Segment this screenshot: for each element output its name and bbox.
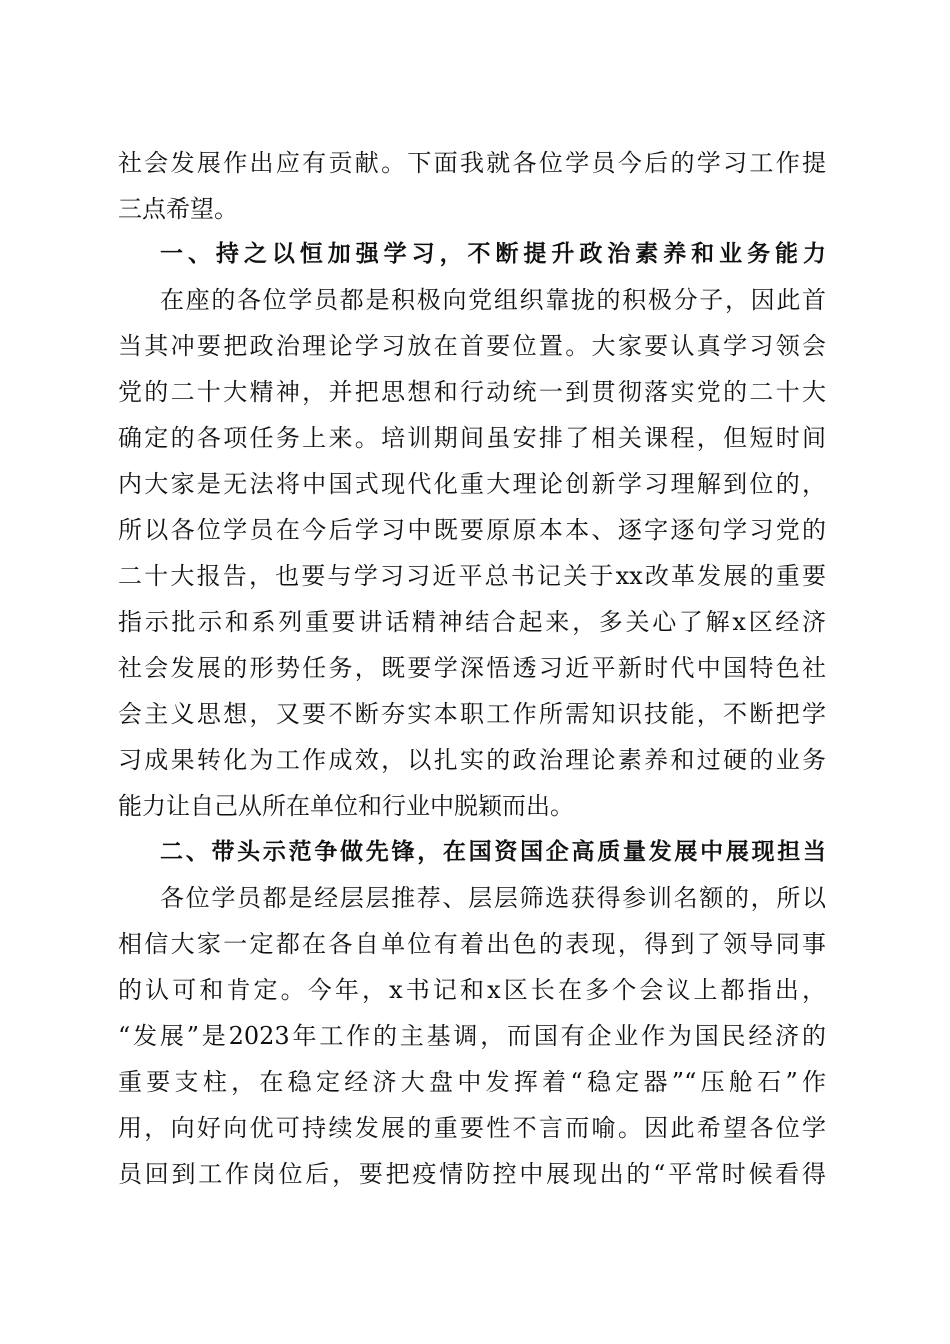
text-line: 内大家是无法将中国式现代化重大理论创新学习理解到位的， (118, 470, 826, 498)
text-line: 社会发展的形势任务，既要学深悟透习近平新时代中国特色社 (118, 654, 826, 682)
text-line: 的认可和肯定。今年，x书记和x区长在多个会议上都指出， (118, 976, 826, 1004)
text-line: 重要支柱，在稳定经济大盘中发挥着“稳定器”“压舱石”作 (118, 1068, 826, 1096)
text-line: 社会发展作出应有贡献。下面我就各位学员今后的学习工作提 (118, 149, 826, 177)
text-line: 三点希望。 (118, 195, 238, 223)
text-line: 所以各位学员在今后学习中既要原原本本、逐字逐句学习党的 (118, 516, 826, 544)
text-line: 指示批示和系列重要讲话精神结合起来，多关心了解x区经济 (118, 608, 826, 636)
text-line: 相信大家一定都在各自单位有着出色的表现，得到了领导同事 (118, 930, 826, 958)
text-line: 用，向好向优可持续发展的重要性不言而喻。因此希望各位学 (118, 1114, 826, 1142)
text-line: 二十大报告，也要与学习习近平总书记关于xx改革发展的重要 (118, 562, 826, 590)
text-line: “发展”是2023年工作的主基调，而国有企业作为国民经济的 (118, 1022, 826, 1050)
section-heading-1: 一、持之以恒加强学习，不断提升政治素养和业务能力 (160, 241, 826, 267)
text-line: 能力让自己从所在单位和行业中脱颖而出。 (118, 792, 574, 820)
text-line: 会主义思想，又要不断夯实本职工作所需知识技能，不断把学 (118, 700, 826, 728)
text-line: 确定的各项任务上来。培训期间虽安排了相关课程，但短时间 (118, 424, 826, 452)
text-line: 党的二十大精神，并把思想和行动统一到贯彻落实党的二十大 (118, 378, 826, 406)
text-line: 当其冲要把政治理论学习放在首要位置。大家要认真学习领会 (118, 332, 826, 360)
text-line: 员回到工作岗位后，要把疫情防控中展现出的“平常时候看得 (118, 1160, 826, 1188)
text-line: 习成果转化为工作成效，以扎实的政治理论素养和过硬的业务 (118, 746, 826, 774)
text-line: 各位学员都是经层层推荐、层层筛选获得参训名额的，所以 (160, 884, 826, 912)
text-line: 在座的各位学员都是积极向党组织靠拢的积极分子，因此首 (160, 286, 826, 314)
section-heading-2: 二、带头示范争做先锋，在国资国企高质量发展中展现担当 (160, 839, 826, 865)
